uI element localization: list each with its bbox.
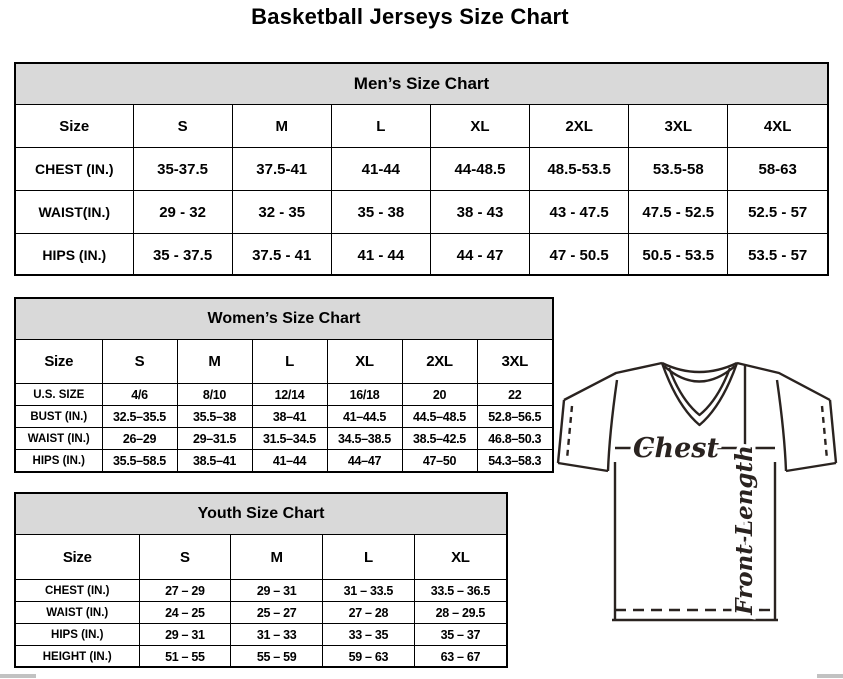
size-cell: 31 – 33.5 [323, 580, 415, 602]
size-cell: 38.5–42.5 [402, 428, 477, 450]
youth-chart-title: Youth Size Chart [16, 494, 506, 535]
column-header: 4XL [728, 105, 827, 148]
size-cell: 29 – 31 [231, 580, 323, 602]
size-cell: 47 - 50.5 [530, 234, 629, 277]
size-cell: 35 – 37 [414, 624, 506, 646]
row-label: HIPS (IN.) [16, 450, 102, 472]
table-row-hips [16, 450, 552, 472]
size-cell: 33.5 – 36.5 [414, 580, 506, 602]
youth-header-row [16, 535, 506, 580]
size-cell: 37.5 - 41 [232, 234, 331, 277]
size-cell: 41 - 44 [331, 234, 430, 277]
size-cell: 24 – 25 [139, 602, 231, 624]
size-cell: 53.5 - 57 [728, 234, 827, 277]
row-label: WAIST(IN.) [16, 191, 133, 234]
size-cell: 50.5 - 53.5 [629, 234, 728, 277]
size-cell: 4/6 [102, 384, 177, 406]
size-cell: 47–50 [402, 450, 477, 472]
size-cell: 58-63 [728, 148, 827, 191]
table-row-hips [16, 624, 506, 646]
row-label: WAIST (IN.) [16, 602, 139, 624]
size-cell: 28 – 29.5 [414, 602, 506, 624]
size-cell: 12/14 [252, 384, 327, 406]
column-header: 2XL [530, 105, 629, 148]
size-cell: 38 - 43 [430, 191, 529, 234]
column-header-size: Size [16, 535, 139, 580]
womens-chart-title: Women’s Size Chart [16, 299, 552, 340]
size-cell: 29–31.5 [177, 428, 252, 450]
table-row-bust [16, 406, 552, 428]
youth-size-chart [14, 492, 508, 668]
size-cell: 32.5–35.5 [102, 406, 177, 428]
table-row-waist [16, 191, 827, 234]
row-label: HIPS (IN.) [16, 234, 133, 277]
womens-size-table [16, 340, 552, 471]
size-cell: 41-44 [331, 148, 430, 191]
jersey-outline-icon [558, 363, 836, 620]
size-cell: 44.5–48.5 [402, 406, 477, 428]
size-cell: 35-37.5 [133, 148, 232, 191]
column-header: S [133, 105, 232, 148]
size-cell: 52.8–56.5 [477, 406, 552, 428]
size-cell: 52.5 - 57 [728, 191, 827, 234]
size-cell: 47.5 - 52.5 [629, 191, 728, 234]
size-cell: 35.5–38 [177, 406, 252, 428]
page-title: Basketball Jerseys Size Chart [251, 4, 569, 29]
size-cell: 20 [402, 384, 477, 406]
womens-header-row [16, 340, 552, 384]
size-cell: 38–41 [252, 406, 327, 428]
column-header: 3XL [629, 105, 728, 148]
table-row-us-size [16, 384, 552, 406]
size-cell: 53.5-58 [629, 148, 728, 191]
size-cell: 16/18 [327, 384, 402, 406]
size-cell: 25 – 27 [231, 602, 323, 624]
size-cell: 44 - 47 [430, 234, 529, 277]
size-cell: 29 – 31 [139, 624, 231, 646]
table-row-chest [16, 148, 827, 191]
size-cell: 31 – 33 [231, 624, 323, 646]
size-cell: 29 - 32 [133, 191, 232, 234]
column-header: 3XL [477, 340, 552, 384]
table-row-waist [16, 428, 552, 450]
size-cell: 44–47 [327, 450, 402, 472]
chest-label: Chest [633, 433, 719, 464]
size-cell: 41–44 [252, 450, 327, 472]
size-cell: 27 – 28 [323, 602, 415, 624]
mens-chart-title: Men’s Size Chart [16, 64, 827, 105]
row-label: BUST (IN.) [16, 406, 102, 428]
column-header: M [231, 535, 323, 580]
column-header: L [323, 535, 415, 580]
column-header: S [139, 535, 231, 580]
table-row-hips [16, 234, 827, 277]
size-cell: 32 - 35 [232, 191, 331, 234]
womens-size-chart [14, 297, 554, 473]
size-cell: 37.5-41 [232, 148, 331, 191]
size-cell: 59 – 63 [323, 646, 415, 668]
size-cell: 44-48.5 [430, 148, 529, 191]
size-cell: 35.5–58.5 [102, 450, 177, 472]
size-cell: 55 – 59 [231, 646, 323, 668]
mens-size-table [16, 105, 827, 276]
table-row-height [16, 646, 506, 668]
column-header: M [177, 340, 252, 384]
row-label: U.S. SIZE [16, 384, 102, 406]
horizontal-scrollbar-thumb-left[interactable] [0, 674, 36, 678]
column-header-size: Size [16, 105, 133, 148]
size-cell: 22 [477, 384, 552, 406]
row-label: WAIST (IN.) [16, 428, 102, 450]
size-cell: 48.5-53.5 [530, 148, 629, 191]
column-header: XL [430, 105, 529, 148]
row-label: HEIGHT (IN.) [16, 646, 139, 668]
size-cell: 35 - 37.5 [133, 234, 232, 277]
size-cell: 26–29 [102, 428, 177, 450]
mens-size-chart [14, 62, 829, 276]
row-label: CHEST (IN.) [16, 148, 133, 191]
youth-size-table [16, 535, 506, 667]
size-cell: 31.5–34.5 [252, 428, 327, 450]
size-cell: 41–44.5 [327, 406, 402, 428]
size-cell: 63 – 67 [414, 646, 506, 668]
size-cell: 43 - 47.5 [530, 191, 629, 234]
jersey-measurement-diagram [556, 360, 838, 626]
mens-header-row [16, 105, 827, 148]
size-cell: 51 – 55 [139, 646, 231, 668]
size-cell: 8/10 [177, 384, 252, 406]
size-cell: 35 - 38 [331, 191, 430, 234]
size-cell: 54.3–58.3 [477, 450, 552, 472]
table-row-chest [16, 580, 506, 602]
horizontal-scrollbar-thumb-right[interactable] [817, 674, 843, 678]
column-header-size: Size [16, 340, 102, 384]
size-cell: 27 – 29 [139, 580, 231, 602]
column-header: XL [414, 535, 506, 580]
column-header: S [102, 340, 177, 384]
row-label: HIPS (IN.) [16, 624, 139, 646]
table-row-waist [16, 602, 506, 624]
column-header: XL [327, 340, 402, 384]
front-length-label: Front Length [731, 445, 758, 615]
size-cell: 34.5–38.5 [327, 428, 402, 450]
size-cell: 46.8–50.3 [477, 428, 552, 450]
column-header: L [331, 105, 430, 148]
column-header: 2XL [402, 340, 477, 384]
row-label: CHEST (IN.) [16, 580, 139, 602]
column-header: M [232, 105, 331, 148]
size-cell: 33 – 35 [323, 624, 415, 646]
column-header: L [252, 340, 327, 384]
size-cell: 38.5–41 [177, 450, 252, 472]
